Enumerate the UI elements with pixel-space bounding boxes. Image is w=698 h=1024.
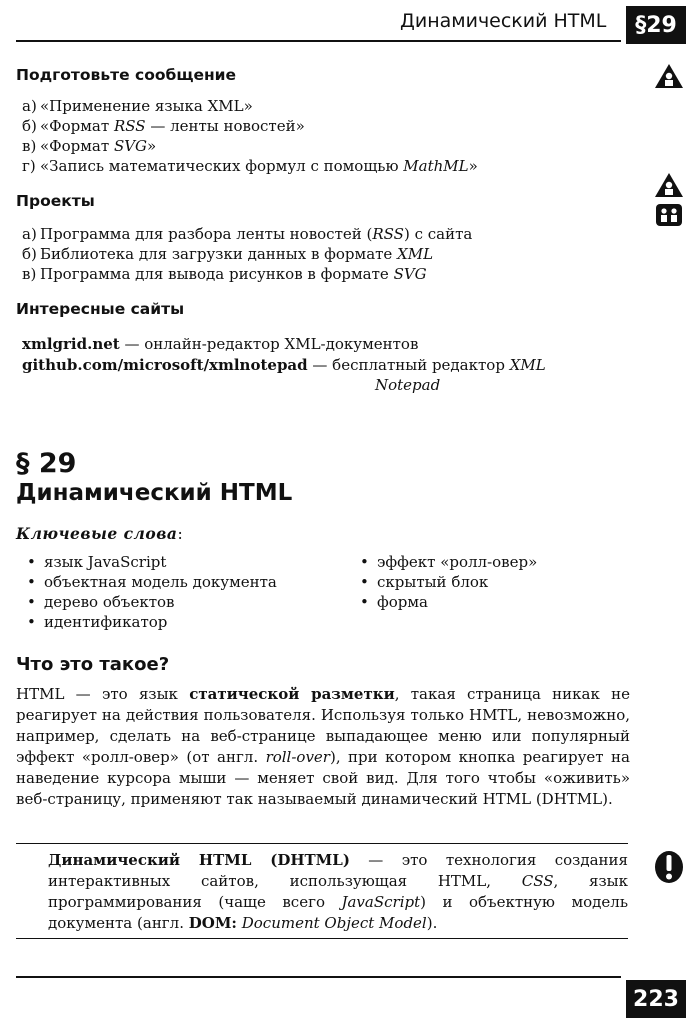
projects-list	[22, 224, 472, 284]
site-link[interactable]: xmlgrid.net	[22, 335, 120, 353]
header-rule	[16, 40, 621, 42]
list-item: github.com/microsoft/xmlnotepad — бесплатный редактор XML	[22, 355, 546, 374]
site-link[interactable]: github.com/microsoft/xmlnotepad	[22, 355, 308, 374]
definition-bottom-rule	[16, 938, 628, 939]
group-icon	[656, 204, 682, 226]
running-header-title: Динамический HTML	[400, 10, 607, 32]
keyword-item: • объектная модель документа	[27, 573, 277, 591]
tutor-icon	[654, 63, 684, 89]
keyword-item: • дерево объектов	[27, 593, 175, 611]
sites-list	[22, 334, 546, 396]
list-item: б) «Формат RSS — ленты новостей»	[22, 117, 305, 135]
sites-heading: Интересные сайты	[16, 300, 185, 318]
prepare-message-heading: Подготовьте сообщение	[16, 66, 237, 84]
list-item: б) Библиотека для загрузки данных в формате XML	[22, 245, 434, 263]
keyword-item: • идентификатор	[27, 613, 168, 631]
list-item: в) Программа для вывода рисунков в формате SVG	[22, 265, 427, 283]
keywords-label: Ключевые слова:	[16, 524, 184, 543]
list-item: xmlgrid.net — онлайн-редактор XML-документов	[22, 335, 419, 353]
keyword-item: • язык JavaScript	[27, 553, 167, 571]
what-is-heading: Что это такое?	[16, 654, 170, 675]
page-number: 223	[626, 980, 686, 1018]
keyword-item: • эффект «ролл-овер»	[360, 553, 538, 571]
section-badge: §29	[626, 6, 686, 44]
keywords-right	[355, 552, 537, 612]
section-number: § 29	[16, 448, 77, 479]
intro-paragraph: HTML — это язык статической разметки, такая страница никак не реагирует на действия пользователя. Используя только HMTL, невозможно, например, сделать на веб-странице выпадающее меню или популярный эффект «ролл-овер» (от англ. roll-over), при котором кнопка реагирует на наведение курсора мыши — меняет свой вид. Для того чтобы «оживить» веб-страницу, применяют так называемый динамический HTML (DHTML).	[16, 685, 630, 808]
definition-text: Динамический HTML (DHTML) — это технология создания интерактивных сайтов, использующая HTML, CSS, язык программирования (чаще всего JavaScript) и объектную модель документа (англ. DOM: Document Object Model).	[48, 851, 628, 932]
keyword-item: • скрытый блок	[360, 573, 489, 591]
keyword-item: • форма	[360, 593, 428, 611]
list-item: в) «Формат SVG»	[22, 137, 157, 155]
list-item: а) «Применение языка XML»	[22, 97, 253, 115]
list-item: а) Программа для разбора ленты новостей (RSS) с сайта	[22, 225, 473, 243]
list-item-continuation: Notepad	[375, 376, 441, 394]
keywords-left	[22, 552, 277, 632]
list-item: г) «Запись математических формул с помощью MathML»	[22, 157, 478, 175]
prepare-message-list	[22, 96, 478, 176]
footer-rule	[16, 976, 621, 978]
exclamation-icon	[654, 850, 684, 884]
projects-heading: Проекты	[16, 192, 95, 210]
section-title: Динамический HTML	[16, 480, 293, 506]
definition-top-rule	[16, 843, 628, 844]
tutor-icon	[654, 172, 684, 198]
